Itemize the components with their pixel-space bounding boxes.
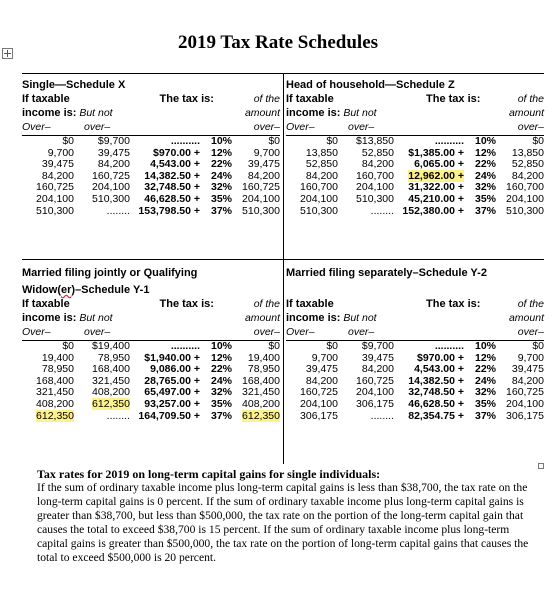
rate-cell: 32% [210,181,232,194]
of-amount-cell: 84,200 [511,169,544,182]
but-not-cell: 84,200 [361,158,394,171]
label-over: Over– [22,121,51,133]
schedule-y1 [22,266,280,422]
base-tax-cell: 9,086.00 + [150,363,200,376]
base-tax-cell: $970.00 + [152,146,200,159]
of-amount-cell: 52,850 [511,158,544,171]
rate-table [286,340,544,422]
over-cell: $0 [326,135,338,147]
highlighted-value: 12,962.00 + [408,169,464,182]
rate-cell: 35% [210,397,232,410]
base-tax-cell: 82,354.75 + [408,409,464,422]
over-cell: 168,400 [36,374,74,387]
grid-divider-vertical [283,74,284,464]
but-not-cell: 52,850 [361,146,394,159]
schedule-title: Married filing separately–Schedule Y-2 [286,267,487,279]
but-not-cell: 39,475 [361,351,394,364]
rate-table [22,340,280,422]
label-over2: over– [84,121,111,133]
but-not-cell: $9,700 [361,340,394,352]
schedule-title-line1: Married filing jointly or Qualifying [22,267,198,279]
of-amount-cell: $0 [268,135,280,147]
but-not-cell: ........ [370,409,394,422]
base-tax-cell: 6,065.00 + [414,158,464,171]
base-tax-cell: 28,765.00 + [144,374,200,387]
table-row [286,411,544,423]
base-tax-cell: .......... [434,135,464,147]
label-but-not: But not [343,312,377,324]
base-tax-cell: 152,380.00 + [402,204,464,217]
rate-cell: 32% [474,386,496,399]
label-income-is: income is: [22,107,77,119]
but-not-cell: 84,200 [361,363,394,376]
page-title: 2019 Tax Rate Schedules [177,32,379,53]
over-cell: 160,700 [300,181,338,194]
of-amount-cell: 408,200 [242,397,280,410]
base-tax-cell: 14,382.50 + [408,374,464,387]
rate-cell: 10% [474,340,496,352]
of-amount-cell [232,411,280,423]
capital-gains-paragraph: If the sum of ordinary taxable income plus long-term capital gains is less than $38,700, the tax rate on the long-term capital gains is 0 percent. If the sum of ordinary taxable income plus long-term capital gains is greater than $38,700, but less than $500,000, the tax rate on the portion of the long-term capital gain that causes the total to exceed $38,700 is 15 percent. If the sum of ordinary taxable income plus long-term capital gains is greater than $500,000, the tax rate on the portion of long-term capital gains that causes the total to exceed $500,000 is 20 percent. [37,481,529,565]
but-not-cell: 78,950 [97,351,130,364]
rate-cell: 22% [474,158,496,171]
base-tax-cell: 14,382.50 + [144,169,200,182]
of-amount-cell: 39,475 [511,363,544,376]
over-cell: 19,400 [41,351,74,364]
table-row [22,411,280,423]
rate-cell: 24% [474,374,496,387]
of-amount-cell: 84,200 [511,374,544,387]
but-not-cell: 510,300 [92,192,130,205]
base-tax-cell: $1,940.00 + [144,351,200,364]
over-cell: 78,950 [41,363,74,376]
rate-cell: 12% [474,146,496,159]
but-not-cell: 39,475 [97,146,130,159]
over-cell: 204,100 [300,397,338,410]
rate-cell: 32% [210,386,232,399]
highlighted-value: 612,350 [36,409,74,422]
of-amount-cell: 78,950 [247,363,280,376]
label-of-the: of the [253,93,280,105]
over-cell: 84,200 [305,374,338,387]
over-cell: $0 [326,340,338,352]
over-cell: 306,175 [300,409,338,422]
of-amount-cell: 168,400 [242,374,280,387]
label-tax-is: The tax is: [426,298,481,310]
label-over2: over– [348,121,375,133]
rate-cell: 10% [210,340,232,352]
base-tax-cell: 46,628.50 + [408,397,464,410]
label-of-the: of the [517,93,544,105]
over-cell: 204,100 [36,192,74,205]
of-amount-cell: $0 [532,135,544,147]
rate-cell: 12% [210,351,232,364]
of-amount-cell: 9,700 [253,146,280,159]
over-cell: 204,100 [300,192,338,205]
label-over3: over– [517,121,544,133]
but-not-cell: 204,100 [92,181,130,194]
label-income-is: income is: [286,312,341,324]
of-amount-cell: 39,475 [247,158,280,171]
rate-cell: 35% [474,397,496,410]
over-cell [22,411,74,423]
of-amount-cell: $0 [268,340,280,352]
highlighted-value: 612,350 [242,409,280,422]
over-cell: 13,850 [305,146,338,159]
base-tax-cell: 4,543.00 + [150,158,200,171]
label-if-taxable: If taxable [286,298,334,310]
over-cell: $0 [62,135,74,147]
base-tax-cell: 32,748.50 + [144,181,200,194]
of-amount-cell: 321,450 [242,386,280,399]
over-cell: 39,475 [305,363,338,376]
base-tax-cell: 46,628.50 + [144,192,200,205]
of-amount-cell: 19,400 [247,351,280,364]
base-tax-cell: 32,748.50 + [408,386,464,399]
of-amount-cell: 510,300 [242,204,280,217]
base-tax-cell: 65,497.00 + [144,386,200,399]
label-income-is: income is: [286,107,341,119]
but-not-cell: ........ [106,204,130,217]
rate-cell: 24% [210,169,232,182]
rate-cell: 37% [210,204,232,217]
over-cell: 510,300 [300,204,338,217]
label-but-not: But not [343,107,377,119]
schedule-x [22,78,280,217]
rate-cell: 35% [474,192,496,205]
base-tax-cell: $970.00 + [416,351,464,364]
rate-table [22,135,280,217]
but-not-cell: 204,100 [356,181,394,194]
label-over3: over– [253,326,280,338]
of-amount-cell: 9,700 [517,351,544,364]
label-of-the: of the [253,298,280,310]
table-row [22,206,280,218]
but-not-cell: 204,100 [356,386,394,399]
of-amount-cell: 84,200 [247,169,280,182]
but-not-cell: 84,200 [97,158,130,171]
rate-cell: 22% [474,363,496,376]
but-not-cell: 160,725 [356,374,394,387]
base-tax-cell: 45,210.00 + [408,192,464,205]
rate-cell: 24% [474,169,496,182]
but-not-cell: 408,200 [92,386,130,399]
base-tax-cell: .......... [170,135,200,147]
but-not-cell: $13,850 [356,135,394,147]
label-over2: over– [348,326,375,338]
over-cell: 84,200 [41,169,74,182]
over-cell: 84,200 [305,169,338,182]
over-cell: 160,725 [300,386,338,399]
schedule-title-line2: Widow(er)–Schedule Y-1 [22,284,150,296]
but-not-cell: 168,400 [92,363,130,376]
over-cell: 160,725 [36,181,74,194]
over-cell: 9,700 [47,146,74,159]
label-over: Over– [22,326,51,338]
of-amount-cell: 13,850 [511,146,544,159]
label-over: Over– [286,326,315,338]
of-amount-cell: $0 [532,340,544,352]
schedule-title: Head of household—Schedule Z [286,79,455,91]
label-tax-is: The tax is: [159,298,214,310]
label-amount: amount [244,107,280,119]
label-amount: amount [244,312,280,324]
rate-table [286,135,544,217]
but-not-cell: 306,175 [356,397,394,410]
of-amount-cell: 204,100 [242,192,280,205]
grid-divider-horizontal [22,259,544,260]
but-not-cell: ........ [106,409,130,422]
label-of-the: of the [517,298,544,310]
label-over2: over– [84,326,111,338]
but-not-cell: $9,700 [97,135,130,147]
schedule-z [286,78,544,217]
but-not-cell: 160,700 [356,169,394,182]
over-cell: 510,300 [36,204,74,217]
label-but-not: But not [79,312,113,324]
rate-cell: 37% [474,204,496,217]
label-if-taxable: If taxable [286,93,334,105]
label-but-not: But not [79,107,113,119]
schedule-y2 [286,266,544,422]
of-amount-cell: 160,725 [506,386,544,399]
base-tax-cell: 153,798.50 + [138,204,200,217]
base-tax-cell: .......... [434,340,464,352]
label-over: Over– [286,121,315,133]
over-cell: 9,700 [311,351,338,364]
rate-cell: 35% [210,192,232,205]
base-tax-cell: 93,257.00 + [144,397,200,410]
label-if-taxable: If taxable [22,298,70,310]
of-amount-cell: 306,175 [506,409,544,422]
label-amount: amount [508,107,544,119]
rate-cell: 10% [210,135,232,147]
of-amount-cell: 204,100 [506,192,544,205]
rate-cell: 12% [474,351,496,364]
over-cell: 321,450 [36,386,74,399]
but-not-cell: 160,725 [92,169,130,182]
rate-cell: 12% [210,146,232,159]
base-tax-cell: $1,385.00 + [408,146,464,159]
schedule-title: Single—Schedule X [22,79,126,91]
label-if-taxable: If taxable [22,93,70,105]
but-not-cell: 321,450 [92,374,130,387]
table-row [286,206,544,218]
of-amount-cell: 160,700 [506,181,544,194]
label-amount: amount [508,312,544,324]
rate-cell: 22% [210,158,232,171]
but-not-cell: $19,400 [92,340,130,352]
label-over3: over– [253,121,280,133]
of-amount-cell: 510,300 [506,204,544,217]
label-over3: over– [517,326,544,338]
but-not-cell: 510,300 [356,192,394,205]
base-tax-cell: 164,709.50 + [138,409,200,422]
base-tax-cell: .......... [170,340,200,352]
rate-cell: 10% [474,135,496,147]
spellcheck-underline: er [61,284,72,296]
rate-cell: 22% [210,363,232,376]
of-amount-cell: 204,100 [506,397,544,410]
rate-cell: 37% [210,409,232,422]
rate-cell: 37% [474,409,496,422]
over-cell: $0 [62,340,74,352]
label-tax-is: The tax is: [426,93,481,105]
rate-cell: 24% [210,374,232,387]
highlighted-value: 612,350 [92,397,130,410]
rate-cell: 32% [474,181,496,194]
base-tax-cell: 4,543.00 + [414,363,464,376]
over-cell: 52,850 [305,158,338,171]
label-income-is: income is: [22,312,77,324]
label-tax-is: The tax is: [159,93,214,105]
base-tax-cell: 31,322.00 + [408,181,464,194]
but-not-cell: ........ [370,204,394,217]
over-cell: 39,475 [41,158,74,171]
capital-gains-heading: Tax rates for 2019 on long-term capital gains for single individuals: [37,467,381,481]
of-amount-cell: 160,725 [242,181,280,194]
tax-schedule-grid [22,73,544,463]
over-cell: 408,200 [36,397,74,410]
